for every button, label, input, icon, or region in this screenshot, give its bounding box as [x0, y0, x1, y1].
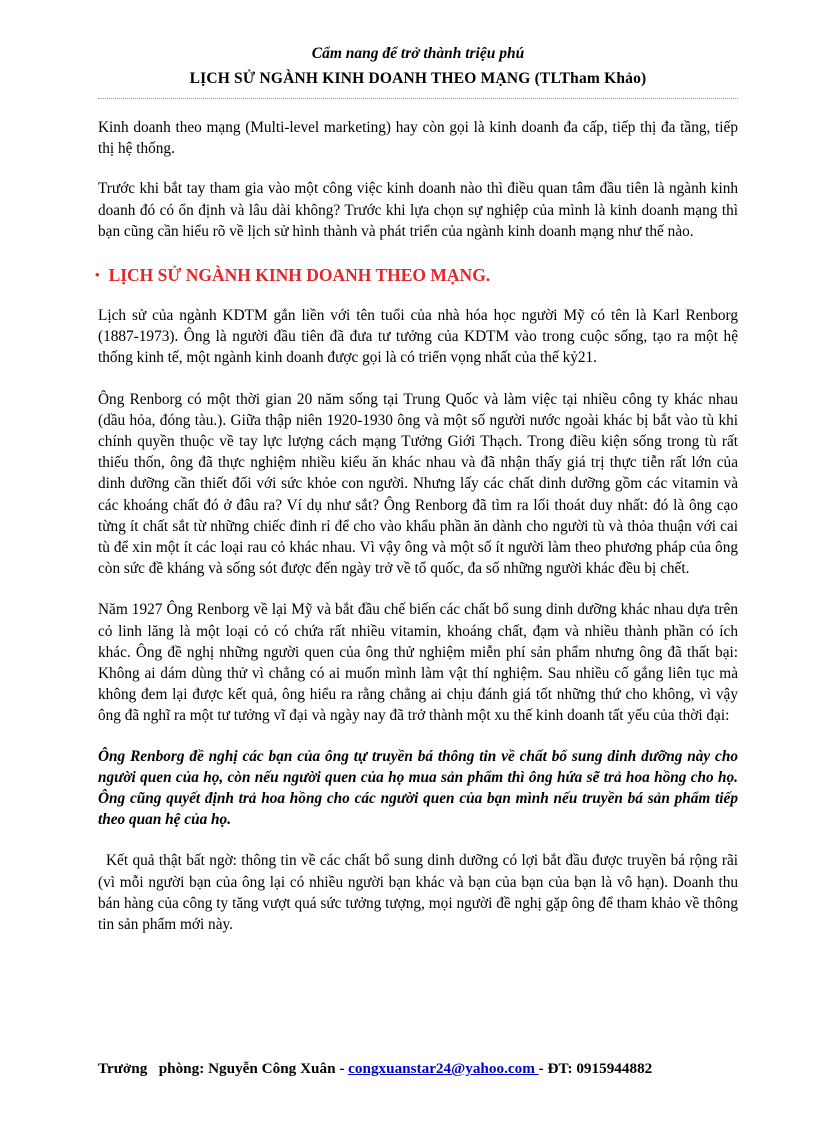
document-footer	[98, 1059, 738, 1079]
document-page	[95, 44, 738, 935]
section-heading-text: LỊCH SỬ NGÀNH KINH DOANH THEO MẠNG.	[108, 265, 491, 286]
paragraph-intro: Kinh doanh theo mạng (Multi-level marketing) hay còn gọi là kinh doanh đa cấp, tiếp thị đa tầng, tiếp thị hệ thống.	[98, 119, 738, 158]
section-heading	[95, 263, 738, 287]
document-header	[98, 44, 738, 99]
footer-phone: - ĐT: 0915944882	[538, 1060, 653, 1077]
footer-email-link[interactable]: congxuanstar24@yahoo.com	[348, 1060, 539, 1077]
paragraph-consideration: Trước khi bắt tay tham gia vào một công việc kinh doanh nào thì điều quan tâm đầu tiên là ngành kinh doanh đó có ổn định và lâu dài không? Trước khi lựa chọn sự nghiệp của mình là kinh doanh mạng thì bạn cũng cần hiểu rõ về lịch sử hình thành và phát triển của ngành kinh doanh mạng như thế nào.	[98, 180, 738, 240]
paragraph-result: Kết quả thật bất ngờ: thông tin về các chất bổ sung dinh dưỡng có lợi bắt đầu được truyền bá rộng rãi (vì mỗi người bạn của ông lại có nhiều người bạn khác và bạn của bạn của bạn là vô hạn). Doanh thu bán hàng của công ty tăng vượt quá sức tưởng tượng, mọi người đề nghị gặp ông để tham khảo về thông tin sản phẩm mới này.	[98, 852, 738, 934]
paragraph-china: Ông Renborg có một thời gian 20 năm sống tại Trung Quốc và làm việc tại nhiều công ty khác nhau (dầu hỏa, đóng tàu.). Giữa thập niên 1920-1930 ông và một số người nước ngoài khác bị bắt vào tù khi chính quyền thuộc về tay lực lượng cách mạng Tưởng Giới Thạch. Trong điều kiện sống trong tù rất thiếu thốn, ông đã thực nghiệm nhiều kiểu ăn khác nhau và đã nhận thấy giá trị thực tiễn rất lớn của dinh dưỡng cần thiết đối với sức khỏe con người. Nhưng lấy các chất dinh dưỡng gồm các vitamin và các khoáng chất đó ở đâu ra? Ví dụ như sắt? Ông Renborg đã tìm ra lối thoát duy nhất: đó là ông cạo từng ít chất sắt từ những chiếc đinh rỉ để cho vào khẩu phần ăn dành cho người tù và thỏa thuận với cai tù để xin một ít các loại rau cỏ khác nhau. Vì vậy ông và một số ít người làm theo phương pháp của ông còn sức đề kháng và sống sót được đến ngày trở về tổ quốc, đa số những người khác đều bị chết.	[98, 390, 738, 578]
footer-contact-name: Trưởng phòng: Nguyễn Công Xuân -	[98, 1060, 349, 1077]
bullet-icon: •	[95, 267, 100, 283]
paragraph-history: Lịch sử của ngành KDTM gắn liền với tên tuổi của nhà hóa học người Mỹ có tên là Karl Renborg (1887-1973). Ông là người đầu tiên đã đưa tư tưởng của KDTM vào trong cuộc sống, tạo ra một hệ thống kinh tế, một ngành kinh doanh được gọi là có triển vọng nhất của thế kỷ21.	[98, 307, 738, 367]
paragraph-proposal: Ông Renborg đề nghị các bạn của ông tự truyền bá thông tin về chất bổ sung dinh dưỡng này cho người quen của họ, còn nếu người quen của họ mua sản phẩm thì ông hứa sẽ trả hoa hồng cho họ. Ông cũng quyết định trả hoa hồng cho các người quen của bạn mình nếu truyền bá sản phẩm tiếp theo quan hệ của họ.	[98, 747, 738, 829]
header-subtitle: Cẩm nang để trở thành triệu phú	[311, 45, 525, 62]
header-title: LỊCH SỬ NGÀNH KINH DOANH THEO MẠNG (TLTham Khảo)	[189, 70, 647, 87]
paragraph-america: Năm 1927 Ông Renborg về lại Mỹ và bắt đầu chế biến các chất bổ sung dinh dưỡng khác nhau dựa trên cỏ linh lăng là một loại cỏ có chứa rất nhiều vitamin, khoáng chất, đạm và nhiều thành phần có ích khác. Ông đề nghị những người quen của ông thử nghiệm miễn phí sản phẩm nhưng ông đã thất bại: Không ai dám dùng thử vì chẳng có ai muốn mình làm vật thí nghiệm. Sau nhiều cố gắng liên tục mà không đem lại được kết quả, ông hiểu ra rằng chẳng ai chịu đánh giá tốt những thứ cho không, vì vậy ông đã nghĩ ra một tư tưởng vĩ đại và ngày nay đã trở thành một xu thế kinh doanh tất yếu của thời đại:	[98, 601, 738, 725]
header-divider	[98, 98, 738, 99]
